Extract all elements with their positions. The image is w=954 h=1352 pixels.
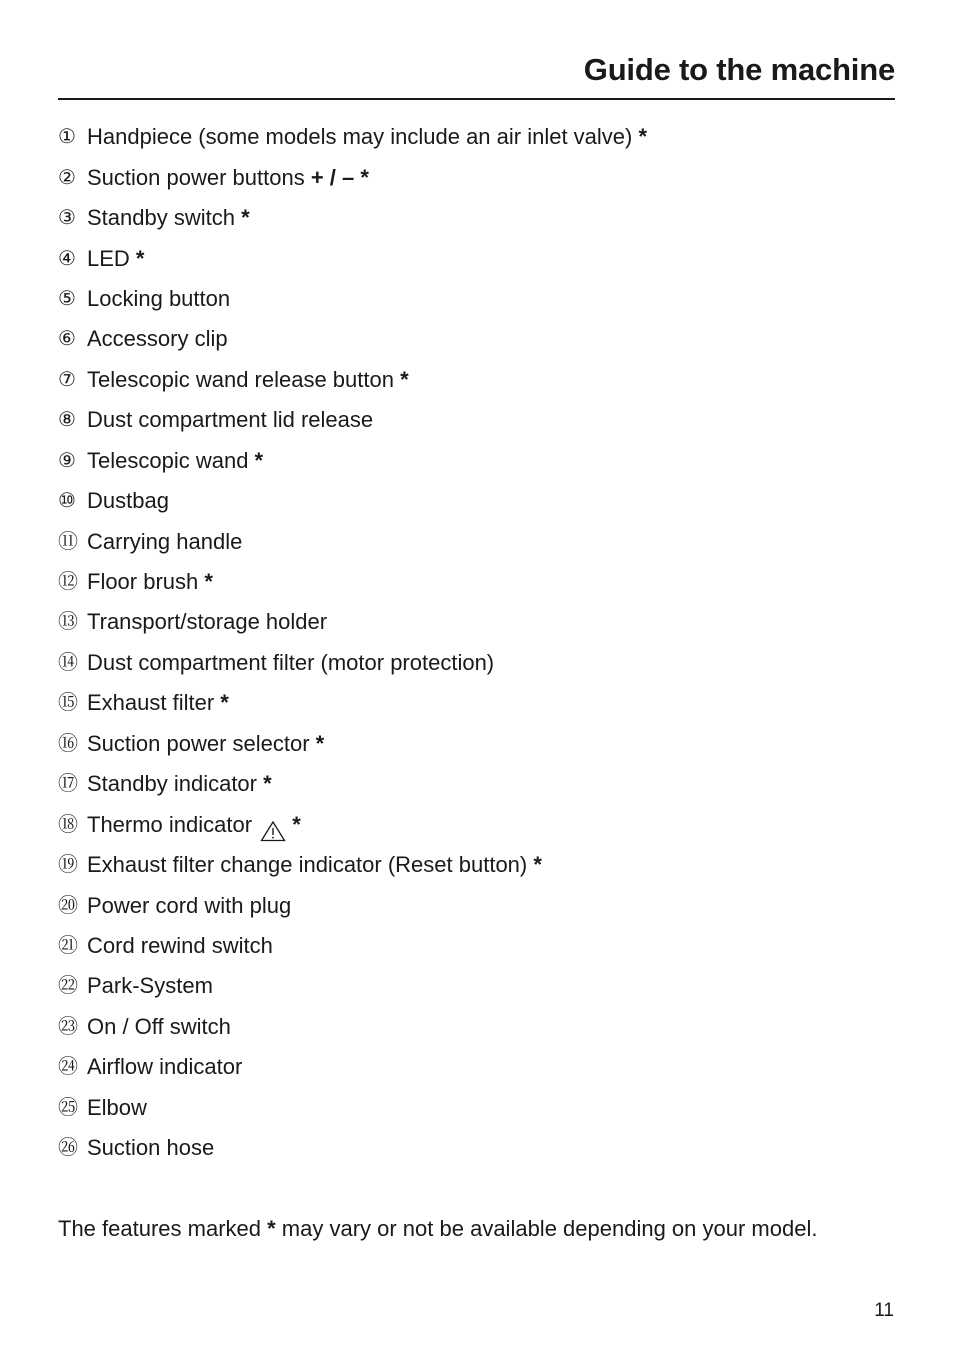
item-number: ⑥ [58, 328, 76, 351]
list-item [58, 724, 647, 764]
item-label: Dust compartment lid release [87, 407, 374, 433]
item-label: Exhaust filter change indicator (Reset button) [87, 852, 528, 878]
item-label: Carrying handle [87, 528, 243, 554]
list-item [58, 845, 647, 885]
item-label: Transport/storage holder [87, 609, 328, 635]
list-item [58, 198, 647, 238]
item-number: ㉕ [58, 1096, 78, 1119]
item-label: Park-System [87, 973, 213, 999]
item-label: Suction power selector [87, 730, 310, 756]
item-number: ⑲ [58, 854, 78, 877]
item-number: ② [58, 166, 76, 189]
title-divider [58, 98, 895, 100]
item-number: ⑯ [58, 732, 78, 755]
item-suffix: * [234, 205, 250, 231]
item-suffix: * [248, 447, 264, 473]
warning-triangle-icon [260, 815, 286, 837]
item-suffix: * [214, 690, 229, 716]
item-suffix: * [393, 366, 409, 392]
list-item [58, 521, 647, 561]
item-suffix: * [257, 771, 272, 797]
item-number: ⑫ [58, 571, 78, 594]
list-item [58, 360, 647, 400]
item-label: Thermo indicator [87, 811, 253, 837]
item-label: Suction hose [87, 1135, 215, 1161]
item-number: ⑬ [58, 611, 78, 634]
item-number: ㉔ [58, 1056, 78, 1079]
list-item [58, 238, 647, 278]
list-item [58, 804, 647, 844]
item-number: ⑧ [58, 409, 76, 432]
item-number: ㉑ [58, 934, 78, 957]
item-number: ㉒ [58, 975, 78, 998]
item-suffix: * [286, 811, 301, 837]
item-number: ⑮ [58, 692, 78, 715]
item-number: ⑪ [58, 530, 78, 553]
footnote-text-before: The features marked [58, 1216, 268, 1241]
list-item [58, 764, 647, 804]
list-item [58, 1128, 647, 1168]
item-suffix: + / – * [304, 164, 369, 190]
list-item [58, 926, 647, 966]
footnote-asterisk: * [267, 1216, 276, 1241]
item-label: Handpiece (some models may include an air inlet valve) [87, 124, 633, 150]
list-item [58, 1047, 647, 1087]
item-label: Standby indicator [87, 771, 257, 797]
item-number: ⑰ [58, 773, 78, 796]
item-number: ㉓ [58, 1015, 78, 1038]
item-label: Exhaust filter [87, 690, 215, 716]
list-item [58, 1007, 647, 1047]
item-number: ⑭ [58, 651, 78, 674]
item-label: Airflow indicator [87, 1054, 243, 1080]
list-item [58, 319, 647, 359]
list-item [58, 1088, 647, 1128]
list-item [58, 683, 647, 723]
list-item [58, 562, 647, 602]
page-number: 11 [874, 1300, 894, 1321]
list-item [58, 441, 647, 481]
item-number: ⑳ [58, 894, 78, 917]
item-suffix: * [527, 852, 542, 878]
item-suffix: * [129, 245, 145, 271]
item-number: ⑱ [58, 813, 78, 836]
item-label: Telescopic wand [87, 447, 249, 473]
item-number: ㉖ [58, 1137, 78, 1160]
item-number: ③ [58, 207, 76, 230]
list-item [58, 481, 647, 521]
item-label: Accessory clip [87, 326, 228, 352]
list-item [58, 643, 647, 683]
item-label: Dust compartment filter (motor protection) [87, 649, 495, 675]
footnote [58, 1212, 817, 1246]
list-item [58, 117, 647, 157]
page-title: Guide to the machine [583, 52, 895, 87]
list-item [58, 279, 647, 319]
item-label: Locking button [87, 285, 231, 311]
item-suffix: * [632, 124, 648, 150]
item-label: Dustbag [87, 488, 169, 514]
item-label: On / Off switch [87, 1013, 231, 1039]
item-suffix: * [309, 730, 325, 756]
item-label: Power cord with plug [87, 892, 292, 918]
list-item [58, 400, 647, 440]
item-label: Floor brush [87, 569, 199, 595]
item-label: Telescopic wand release button [87, 366, 394, 392]
item-label: Elbow [87, 1094, 147, 1120]
list-item [58, 885, 647, 925]
item-label: Standby switch [87, 205, 235, 231]
list-item [58, 157, 647, 197]
item-number: ⑤ [58, 287, 76, 310]
item-number: ⑦ [58, 368, 76, 391]
list-item [58, 602, 647, 642]
component-list [58, 117, 647, 1168]
item-suffix: * [198, 569, 213, 595]
item-number: ⑩ [58, 490, 76, 513]
footnote-text-after: may vary or not be available depending on your model. [275, 1216, 818, 1241]
item-number: ④ [58, 247, 76, 270]
item-number: ⑨ [58, 449, 76, 472]
list-item [58, 966, 647, 1006]
item-label: Cord rewind switch [87, 932, 273, 958]
item-number: ① [58, 126, 76, 149]
item-label: Suction power buttons [87, 164, 305, 190]
item-label: LED [87, 245, 130, 271]
